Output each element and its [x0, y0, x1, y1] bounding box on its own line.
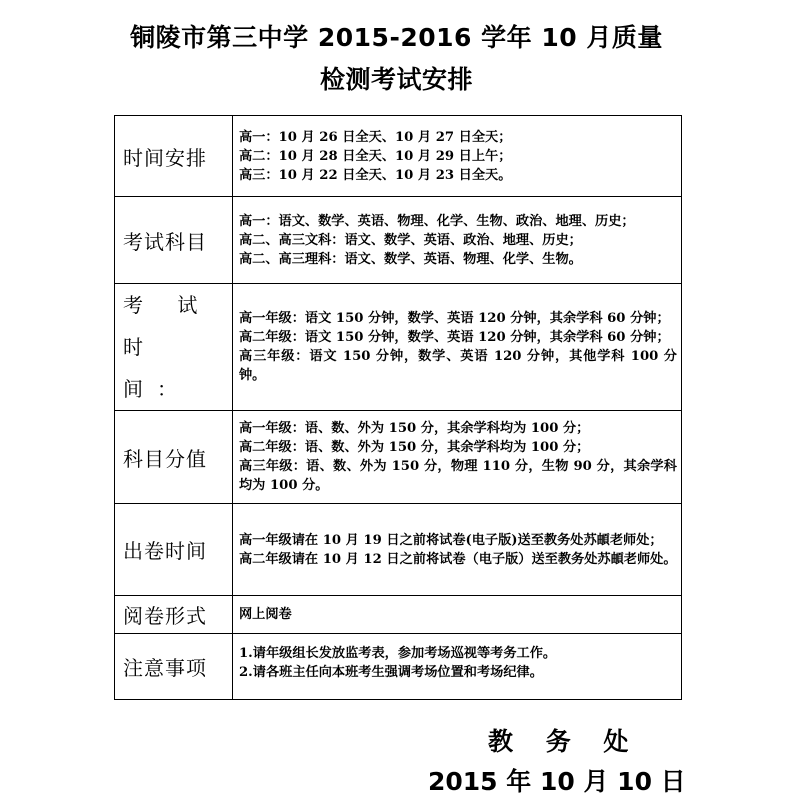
row-content — [233, 634, 682, 700]
row-label: 科目分值 — [115, 411, 233, 504]
content-line: 高一年级：语文 150 分钟，数学、英语 120 分钟，其余学科 60 分钟； — [239, 311, 670, 326]
content-line: 高二：10 月 28 日全天、10 月 29 日上午； — [239, 148, 512, 164]
table-row-grading-method — [115, 596, 682, 634]
content-line: 高二、高三理科：语文、数学、英语、物理、化学、生物。 — [239, 251, 582, 267]
table-row-paper-deadline — [115, 504, 682, 596]
row-label: 考试科目 — [115, 197, 233, 284]
document-title-line-2: 检测考试安排 — [319, 65, 473, 94]
exam-schedule-table — [114, 115, 682, 700]
table-row-notes — [115, 634, 682, 700]
content-line: 网上阅卷 — [239, 607, 292, 622]
table-row-subject-scores — [115, 411, 682, 504]
content-line: 高一：10 月 26 日全天、10 月 27 日全天； — [239, 129, 512, 145]
row-label: 时间安排 — [115, 116, 233, 197]
content-line: 高二年级请在 10 月 12 日之前将试卷（电子版）送至教务处苏頔老师处。 — [239, 551, 677, 567]
content-line: 1.请年级组长发放监考表，参加考场巡视等考务工作。 — [239, 646, 557, 661]
content-line: 高三：10 月 22 日全天、10 月 23 日全天。 — [239, 167, 512, 183]
table-row-time-arrangement — [115, 116, 682, 197]
issue-date: 2015 年 10 月 10 日 — [428, 767, 686, 796]
content-line: 高二年级：语文 150 分钟，数学、英语 120 分钟，其余学科 60 分钟； — [239, 330, 670, 345]
row-label: 出卷时间 — [115, 504, 233, 596]
content-line: 2.请各班主任向本班考生强调考场位置和考场纪律。 — [239, 665, 543, 680]
row-label: 考 试 时 间： — [115, 284, 233, 411]
row-content — [233, 411, 682, 504]
content-line: 高一年级请在 10 月 19 日之前将试卷(电子版)送至教务处苏頔老师处； — [239, 532, 663, 548]
row-content — [233, 116, 682, 197]
row-content — [233, 504, 682, 596]
content-line: 高一年级：语、数、外为 150 分，其余学科均为 100 分； — [239, 421, 590, 436]
table-row-exam-duration — [115, 284, 682, 411]
row-content — [233, 284, 682, 411]
content-line: 高二年级：语、数、外为 150 分，其余学科均为 100 分； — [239, 440, 590, 455]
table-row-exam-subjects — [115, 197, 682, 284]
row-label: 注意事项 — [115, 634, 233, 700]
content-line: 高一：语文、数学、英语、物理、化学、生物、政治、地理、历史； — [239, 213, 635, 229]
document-title-line-1: 铜陵市第三中学 2015-2016 学年 10 月质量 — [130, 23, 663, 52]
content-line: 高二、高三文科：语文、数学、英语、政治、地理、历史； — [239, 232, 582, 248]
row-content — [233, 596, 682, 634]
content-line: 高三年级：语文 150 分钟，数学、英语 120 分钟，其他学科 100 分钟。 — [239, 349, 677, 383]
row-content — [233, 197, 682, 284]
row-label: 阅卷形式 — [115, 596, 233, 634]
issuing-office: 教 务 处 — [488, 727, 641, 756]
content-line: 高三年级：语、数、外为 150 分，物理 110 分，生物 90 分，其余学科均为 100 分。 — [239, 459, 677, 493]
